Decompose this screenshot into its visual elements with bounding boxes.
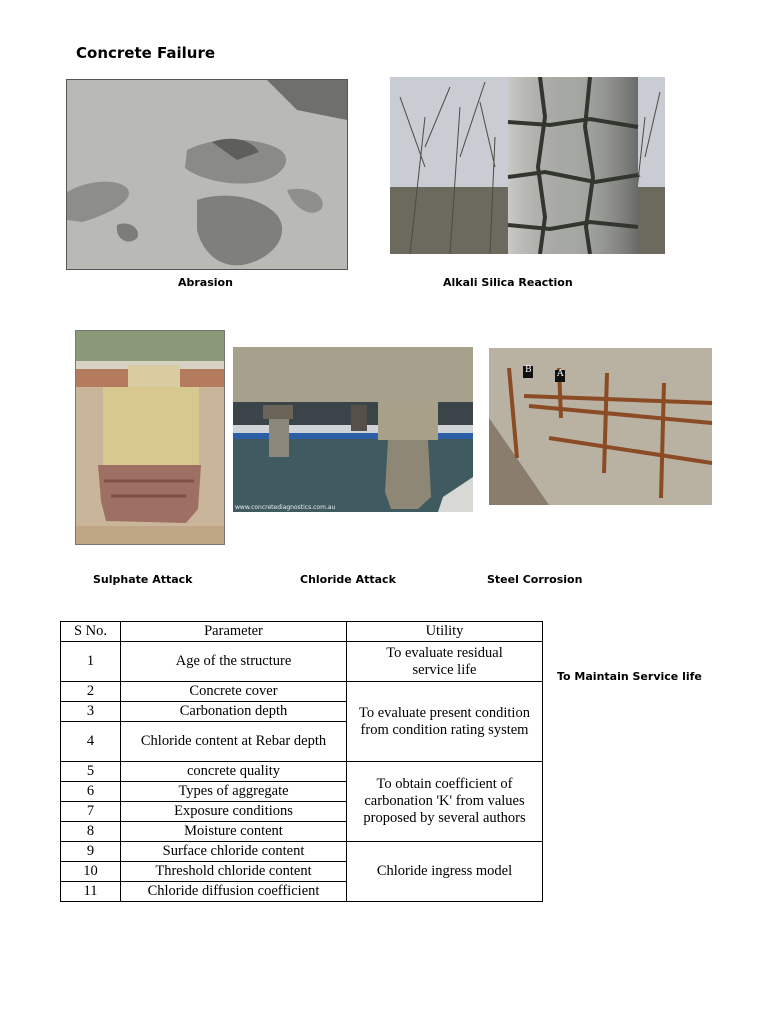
- cell-parameter: Moisture content: [121, 822, 347, 842]
- cell-sno: 7: [61, 802, 121, 822]
- header-parameter: Parameter: [121, 622, 347, 642]
- page-title: Concrete Failure: [76, 44, 216, 62]
- table-header-row: [61, 622, 543, 642]
- side-note: To Maintain Service life: [557, 670, 702, 683]
- header-utility: Utility: [347, 622, 543, 642]
- cell-parameter: Types of aggregate: [121, 782, 347, 802]
- cell-utility: To obtain coefficient of carbonation 'K' from values proposed by several authors: [347, 762, 543, 842]
- parameter-table: [60, 621, 543, 902]
- header-sno: S No.: [61, 622, 121, 642]
- chloride-attack-caption: Chloride Attack: [300, 573, 396, 586]
- table-row: [61, 842, 543, 862]
- cell-parameter: Threshold chloride content: [121, 862, 347, 882]
- cell-sno: 1: [61, 642, 121, 682]
- cell-parameter: Concrete cover: [121, 682, 347, 702]
- alkali-silica-photo: [390, 77, 665, 254]
- cell-sno: 3: [61, 702, 121, 722]
- cell-parameter: Chloride content at Rebar depth: [121, 722, 347, 762]
- sulphate-attack-photo: [75, 330, 225, 545]
- table-row: [61, 682, 543, 702]
- abrasion-caption: Abrasion: [178, 276, 233, 289]
- cell-sno: 2: [61, 682, 121, 702]
- cell-sno: 5: [61, 762, 121, 782]
- cell-sno: 6: [61, 782, 121, 802]
- cell-parameter: Chloride diffusion coefficient: [121, 882, 347, 902]
- cell-parameter: Carbonation depth: [121, 702, 347, 722]
- marker-b: B: [525, 365, 532, 375]
- steel-corrosion-caption: Steel Corrosion: [487, 573, 583, 586]
- cell-parameter: Exposure conditions: [121, 802, 347, 822]
- alkali-silica-caption: Alkali Silica Reaction: [443, 276, 573, 289]
- cell-sno: 10: [61, 862, 121, 882]
- cell-parameter: concrete quality: [121, 762, 347, 782]
- cell-sno: 11: [61, 882, 121, 902]
- table-row: [61, 762, 543, 782]
- cell-parameter: Age of the structure: [121, 642, 347, 682]
- marker-a: A: [557, 369, 564, 379]
- cell-sno: 4: [61, 722, 121, 762]
- table-row: [61, 642, 543, 682]
- abrasion-photo: [66, 79, 348, 270]
- chloride-attack-photo: [233, 347, 473, 512]
- steel-corrosion-photo: [489, 348, 712, 505]
- cell-parameter: Surface chloride content: [121, 842, 347, 862]
- cell-sno: 9: [61, 842, 121, 862]
- sulphate-attack-caption: Sulphate Attack: [93, 573, 193, 586]
- watermark-text: www.concretediagnostics.com.au: [235, 504, 336, 511]
- cell-sno: 8: [61, 822, 121, 842]
- cell-utility: To evaluate present condition from condition rating system: [347, 682, 543, 762]
- cell-utility: To evaluate residual service life: [347, 642, 543, 682]
- cell-utility: Chloride ingress model: [347, 842, 543, 902]
